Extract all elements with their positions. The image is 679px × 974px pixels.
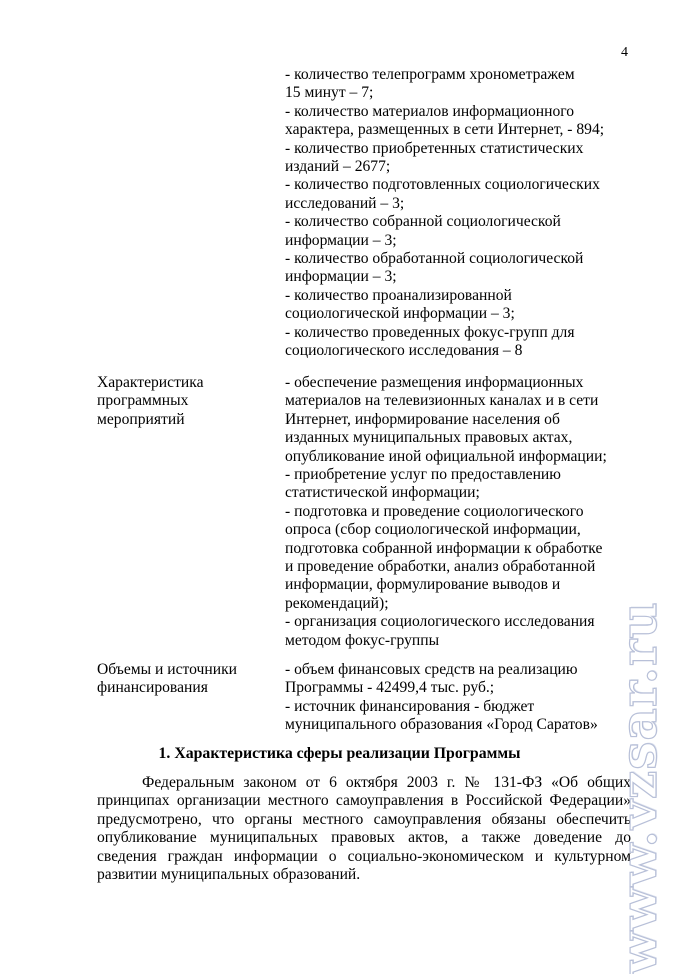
activities-label: Характеристика программных мероприятий — [97, 374, 204, 428]
indicators-list — [285, 66, 630, 361]
activity-item: - приобретение услуг по предоставлению статистической информации; — [285, 466, 561, 502]
indicator-item: - количество проанализированной социологической информации – 3; — [285, 286, 515, 323]
indicator-item: - количество материалов информационного характера, размещенных в сети Интернет, - 894; — [285, 102, 605, 139]
section-heading: 1. Характеристика сферы реализации Программы — [158, 745, 521, 762]
indicator-item: - количество телепрограмм хронометражем 15 минут – 7; — [285, 66, 575, 102]
activities-list — [285, 374, 630, 650]
indicator-item: - количество подготовленных социологических исследований – 3; — [285, 176, 600, 212]
funding-item: - объем финансовых средств на реализацию Программы - 42499,4 тыс. руб.; — [285, 661, 578, 697]
indicator-item: - количество обработанной социологической информации – 3; — [285, 250, 584, 286]
funding-item: - источник финансирования - бюджет муниципального образования «Город Саратов» — [285, 697, 598, 734]
indicator-item: - количество проведенных фокус-групп для социологического исследования – 8 — [285, 323, 575, 360]
indicator-item: - количество приобретенных статистических изданий – 2677; — [285, 139, 584, 176]
body-paragraph: Федеральным законом от 6 октября 2003 г. № 131-ФЗ «Об общих принципах организации местного самоуправления в Российской Федерации» предусмотрено, что органы местного самоуправления обязаны обеспечить опубликование муниципальных правовых актов, а также доведение до сведения граждан информации о социально-экономическом и культурном развитии муниципальных образований. — [97, 774, 631, 884]
activity-item: - обеспечение размещения информационных материалов на телевизионных каналах и в сети Интернет, информирование населения об изданных муниципальных правовых актах, опубликование иной официальной информации; — [285, 374, 607, 465]
page-number: 4 — [621, 45, 628, 60]
funding-label: Объемы и источники финансирования — [97, 661, 238, 697]
activity-item: - организация социологического исследования методом фокус-группы — [285, 613, 595, 649]
activity-item: - подготовка и проведение социологического опроса (сбор социологической информации, подготовка собранной информации к обработке и проведение обработки, анализ обработанной информации, формулирование выводов и рекомендаций); — [285, 502, 603, 612]
funding-list — [285, 661, 630, 735]
indicator-item: - количество собранной социологической информации – 3; — [285, 213, 561, 249]
watermark: www.vzsar.ru — [608, 600, 668, 974]
